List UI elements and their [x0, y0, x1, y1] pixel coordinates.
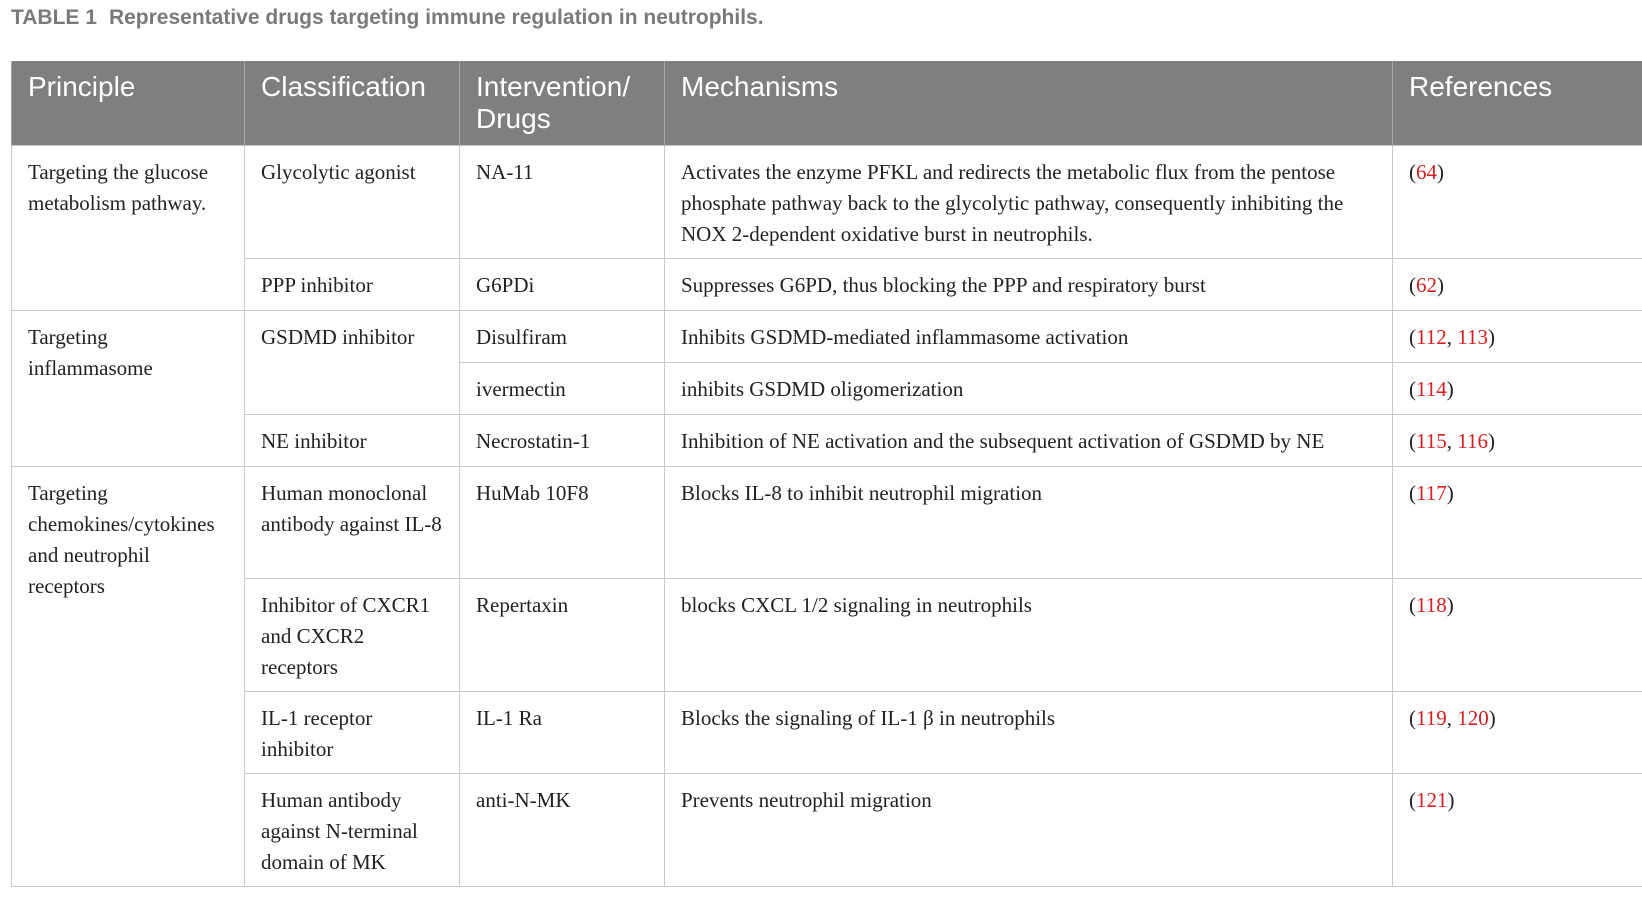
drug-cell: Necrostatin-1	[460, 415, 665, 467]
mechanism-cell: Suppresses G6PD, thus blocking the PPP and respiratory burst	[665, 259, 1393, 311]
table-title: Representative drugs targeting immune regulation in neutrophils.	[108, 6, 764, 29]
classification-cell: Human antibody against N-terminal domain of MK	[245, 774, 460, 887]
drug-cell: IL-1 Ra	[460, 692, 665, 774]
table-row	[12, 415, 1642, 467]
classification-cell: GSDMD inhibitor	[245, 311, 460, 415]
references-cell: (119, 120)	[1393, 692, 1642, 774]
reference-link[interactable]: 117	[1416, 481, 1447, 505]
classification-cell: IL-1 receptor inhibitor	[245, 692, 460, 774]
principle-cell: Targeting chemokines/cytokines and neutrophil receptors	[12, 467, 245, 887]
mechanism-cell: Inhibits GSDMD-mediated inflammasome activation	[665, 311, 1393, 363]
reference-link[interactable]: 114	[1416, 377, 1447, 401]
principle-cell: Targeting inflammasome	[12, 311, 245, 467]
references-cell: (121)	[1393, 774, 1642, 887]
table-body	[12, 146, 1642, 887]
reference-link[interactable]: 121	[1416, 788, 1448, 812]
drug-cell: Disulfiram	[460, 311, 665, 363]
col-header-principle: Principle	[12, 61, 245, 146]
drug-cell: HuMab 10F8	[460, 467, 665, 579]
references-cell: (62)	[1393, 259, 1642, 311]
table-row	[12, 259, 1642, 311]
mechanism-cell: Prevents neutrophil migration	[665, 774, 1393, 887]
reference-link[interactable]: 120	[1457, 706, 1489, 730]
col-header-classification: Classification	[245, 61, 460, 146]
classification-cell: PPP inhibitor	[245, 259, 460, 311]
table-row	[12, 579, 1642, 692]
reference-link[interactable]: 113	[1457, 325, 1488, 349]
reference-link[interactable]: 118	[1416, 593, 1447, 617]
drug-cell: NA-11	[460, 146, 665, 259]
reference-link[interactable]: 116	[1457, 429, 1488, 453]
drugs-table	[11, 61, 1642, 887]
reference-link[interactable]: 64	[1416, 160, 1437, 184]
classification-cell: NE inhibitor	[245, 415, 460, 467]
references-cell: (117)	[1393, 467, 1642, 579]
header-row	[12, 61, 1642, 146]
drug-cell: ivermectin	[460, 363, 665, 415]
table-row	[12, 692, 1642, 774]
references-cell: (118)	[1393, 579, 1642, 692]
table-row	[12, 146, 1642, 259]
drug-cell: G6PDi	[460, 259, 665, 311]
references-cell: (64)	[1393, 146, 1642, 259]
mechanism-cell: Blocks IL-8 to inhibit neutrophil migration	[665, 467, 1393, 579]
references-cell: (112, 113)	[1393, 311, 1642, 363]
table-row	[12, 311, 1642, 363]
mechanism-cell: inhibits GSDMD oligomerization	[665, 363, 1393, 415]
table-row	[12, 467, 1642, 579]
references-cell: (115, 116)	[1393, 415, 1642, 467]
col-header-mechanisms: Mechanisms	[665, 61, 1393, 146]
col-header-references: References	[1393, 61, 1642, 146]
classification-cell: Glycolytic agonist	[245, 146, 460, 259]
reference-link[interactable]: 112	[1416, 325, 1447, 349]
table-row	[12, 774, 1642, 887]
mechanism-cell: blocks CXCL 1/2 signaling in neutrophils	[665, 579, 1393, 692]
mechanism-cell: Blocks the signaling of IL-1 β in neutrophils	[665, 692, 1393, 774]
mechanism-cell: Inhibition of NE activation and the subsequent activation of GSDMD by NE	[665, 415, 1393, 467]
references-cell: (114)	[1393, 363, 1642, 415]
table-label: TABLE 1	[11, 6, 97, 29]
principle-cell: Targeting the glucose metabolism pathway.	[12, 146, 245, 311]
reference-link[interactable]: 119	[1416, 706, 1447, 730]
col-header-drugs: Intervention/ Drugs	[460, 61, 665, 146]
reference-link[interactable]: 62	[1416, 273, 1437, 297]
classification-cell: Inhibitor of CXCR1 and CXCR2 receptors	[245, 579, 460, 692]
drug-cell: Repertaxin	[460, 579, 665, 692]
mechanism-cell: Activates the enzyme PFKL and redirects the metabolic flux from the pentose phosphate pathway back to the glycolytic pathway, consequently inhibiting the NOX 2-dependent oxidative burst in neutrophils.	[665, 146, 1393, 259]
table-caption	[11, 6, 764, 30]
classification-cell: Human monoclonal antibody against IL-8	[245, 467, 460, 579]
reference-link[interactable]: 115	[1416, 429, 1447, 453]
drug-cell: anti-N-MK	[460, 774, 665, 887]
